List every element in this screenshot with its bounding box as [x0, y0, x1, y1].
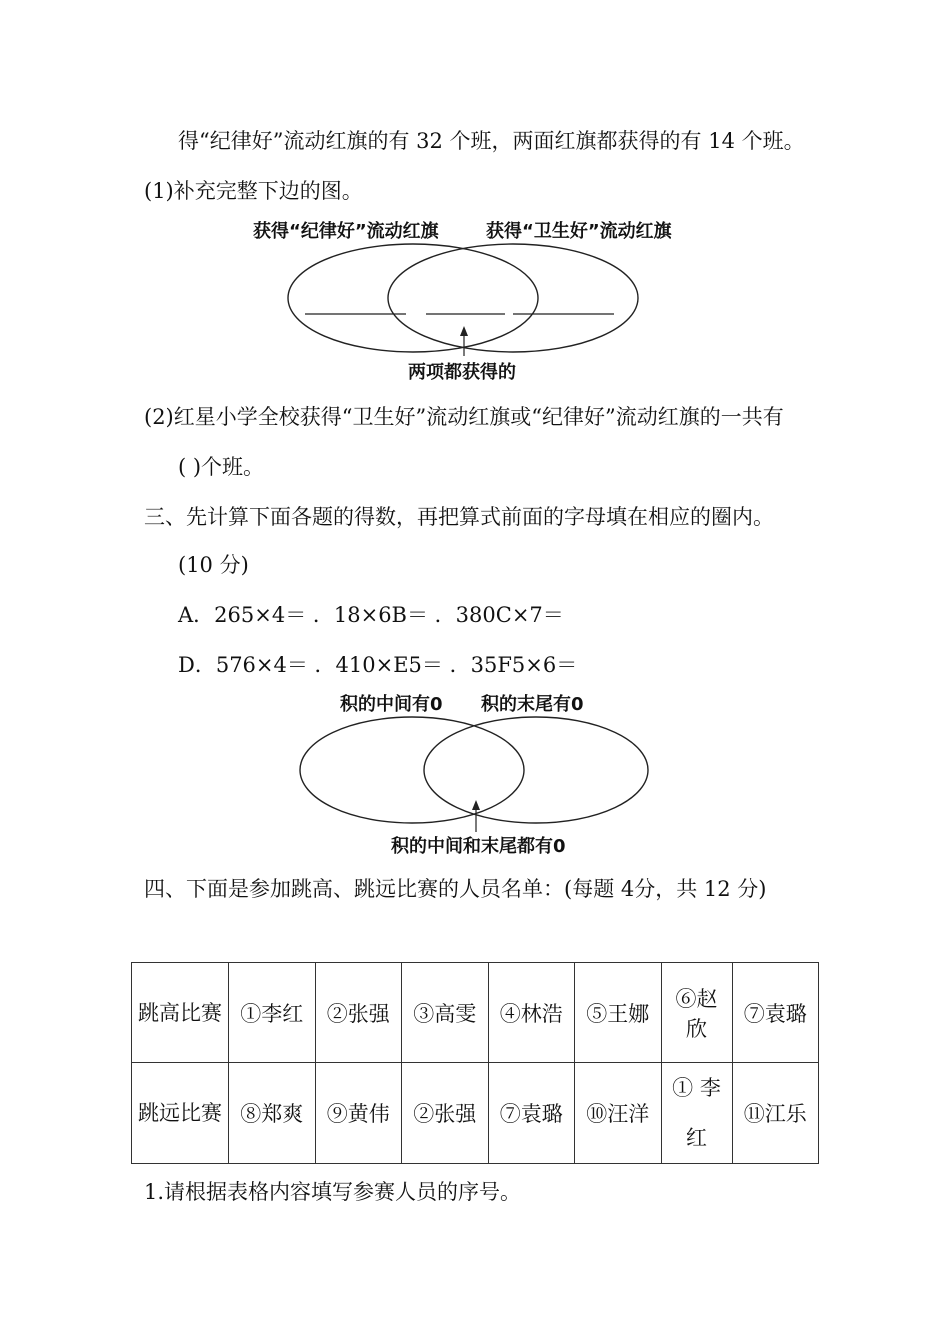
text-line-1: 得“纪律好”流动红旗的有 32 个班，两面红旗都获得的有 14 个班。: [178, 129, 805, 153]
venn2-right-label: 积的末尾有0: [481, 694, 584, 715]
venn1-right-label: 获得“卫生好”流动红旗: [486, 221, 672, 242]
venn1-bottom-label: 两项都获得的: [408, 362, 516, 383]
row-header-long-jump: 跳远比赛: [132, 1063, 229, 1164]
table-cell: ⑩汪洋: [575, 1063, 662, 1164]
table-row-long-jump: [132, 1063, 819, 1164]
roster-table: [131, 962, 819, 1164]
table-cell: ⑦袁璐: [488, 1063, 575, 1164]
table-cell: ⑤王娜: [575, 963, 662, 1063]
section-3-score: (10 分): [178, 553, 249, 577]
table-cell: ① 李红: [661, 1063, 732, 1164]
table-cell: ④林浩: [488, 963, 575, 1063]
equations-row-1: A．265×4＝ ．18×6B＝ ．380C×7＝: [178, 603, 564, 627]
section-4-title: 四、下面是参加跳高、跳远比赛的人员名单：(每题 4分，共 12 分): [144, 877, 767, 901]
table-cell: ⑪江乐: [732, 1063, 819, 1164]
venn2-right-ellipse: [424, 717, 648, 823]
section-3-title: 三、先计算下面各题的得数，再把算式前面的字母填在相应的圈内。: [144, 505, 774, 529]
table-cell: ⑧郑爽: [229, 1063, 316, 1164]
table-cell: ⑦袁璐: [732, 963, 819, 1063]
venn2-bottom-label: 积的中间和末尾都有0: [391, 836, 566, 857]
venn2-left-ellipse: [300, 717, 524, 823]
question-2: (2)红星小学全校获得“卫生好”流动红旗或“纪律好”流动红旗的一共有: [144, 405, 784, 429]
table-cell: ③高雯: [402, 963, 489, 1063]
answer-blank-line: ( )个班。: [178, 455, 265, 479]
table-cell: ②张强: [402, 1063, 489, 1164]
table-cell: ①李红: [229, 963, 316, 1063]
venn1-left-label: 获得“纪律好”流动红旗: [253, 221, 439, 242]
table-row-high-jump: [132, 963, 819, 1063]
equations-row-2: D．576×4＝ ．410×E5＝ ．35F5×6＝: [178, 653, 578, 677]
table-cell: ②张强: [315, 963, 402, 1063]
question-1: (1)补充完整下边的图。: [144, 179, 363, 203]
question-4-1: 1.请根据表格内容填写参赛人员的序号。: [144, 1180, 522, 1204]
venn2-left-label: 积的中间有0: [340, 694, 443, 715]
table-cell: ⑨黄伟: [315, 1063, 402, 1164]
row-header-high-jump: 跳高比赛: [132, 963, 229, 1063]
venn2-arrow-head: [472, 800, 480, 810]
table-cell: ⑥赵欣: [661, 963, 732, 1063]
